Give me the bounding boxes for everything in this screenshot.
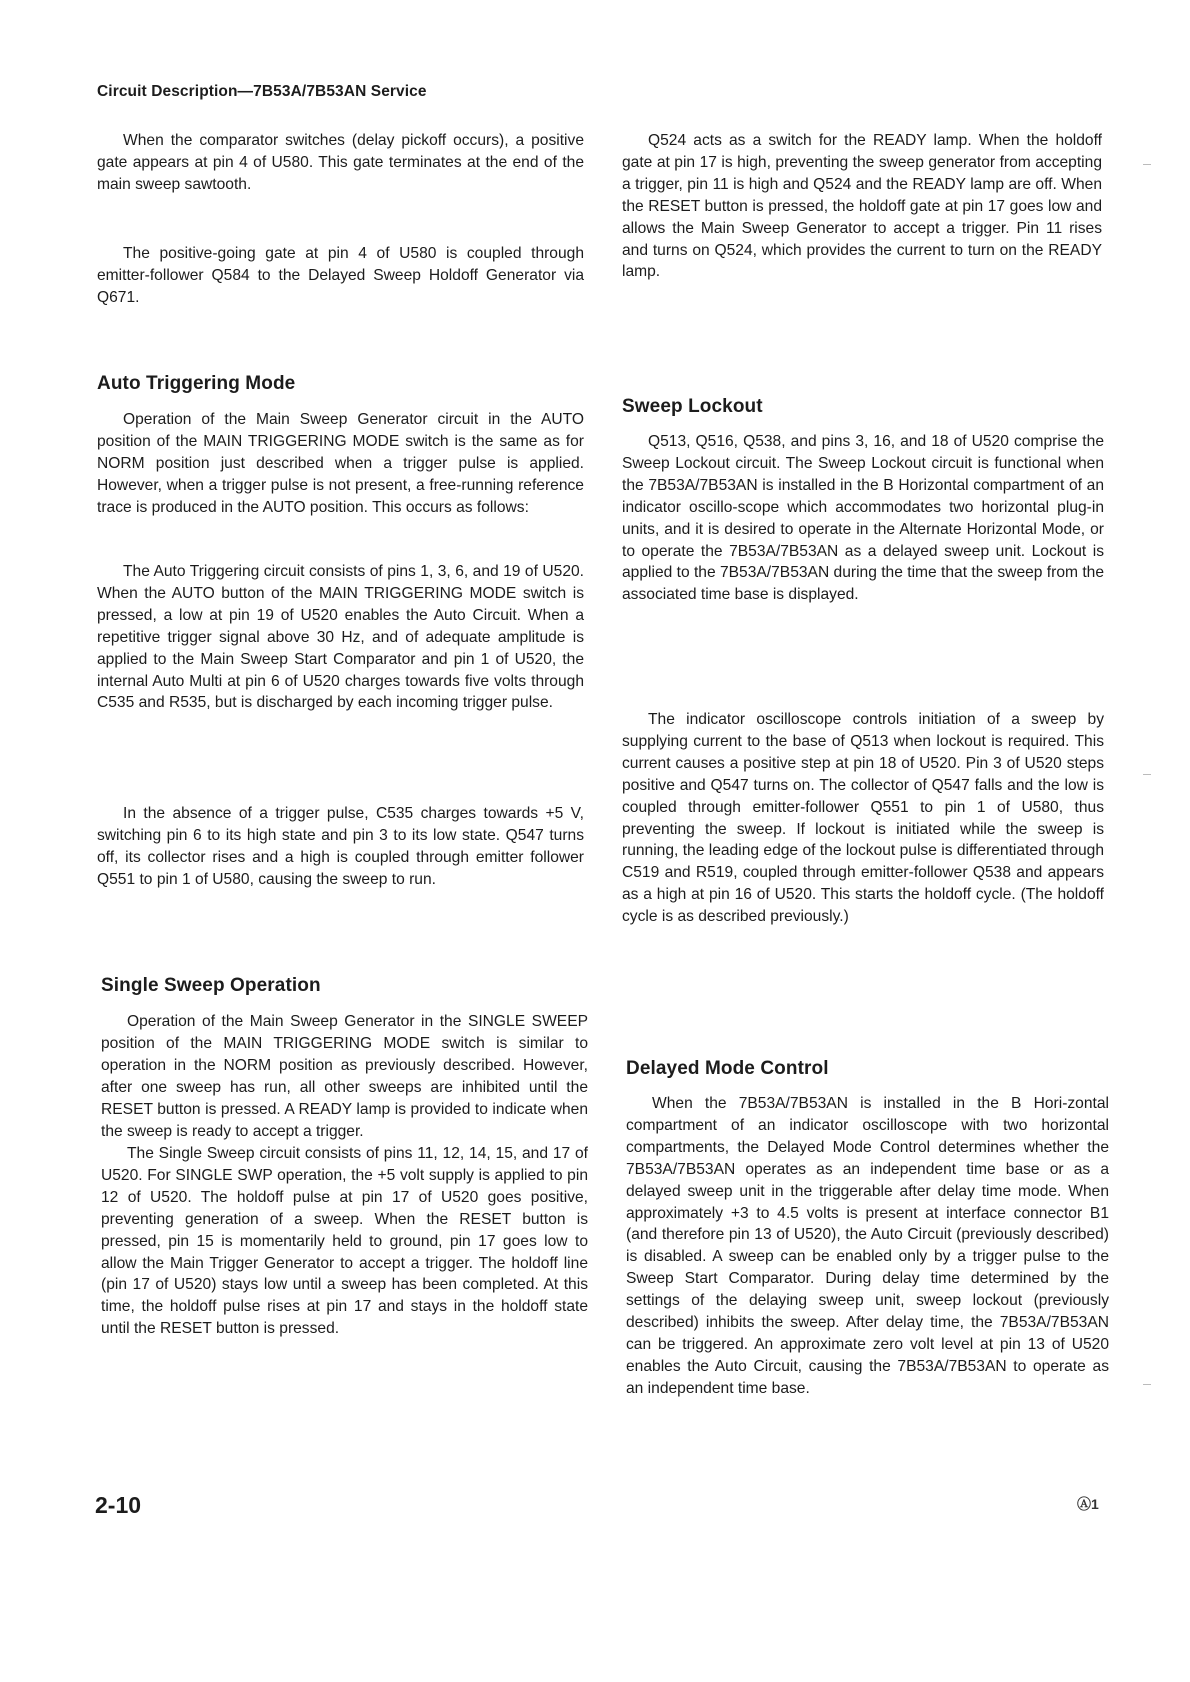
page-number: 2-10 [95,1492,142,1518]
margin-tick [1143,1384,1151,1385]
paragraph-lockout-1: Q513, Q516, Q538, and pins 3, 16, and 18 of U520 comprise the Sweep Lockout circuit. The Sweep Lockout circuit is functional when the 7B53A/7B53AN is installed in the B Horizontal compartment of an indicator oscillo-scope which accommodates two horizontal plug-in units, and it is desired to operate in the Alternate Horizontal Mode, or to operate the 7B53A/7B53AN as a delayed sweep unit. Lockout is applied to the 7B53A/7B53AN during the time that the sweep from the associated time base is displayed. [622,433,1104,604]
paragraph-single-2: The Single Sweep circuit consists of pins 11, 12, 14, 15, and 17 of U520. For SINGLE SWP operation, the +5 volt supply is applied to pin 12 of U520. The holdoff pulse at pin 17 of U520 goes positive, preventing generation of a sweep. When the RESET button is pressed, pin 15 is momentarily held to ground, pin 17 goes low to allow the Main Trigger Generator to accept a trigger. The holdoff line (pin 17 of U520) stays low until a sweep has been completed. At this time, the holdoff pulse rises at pin 17 and stays in the holdoff state until the RESET button is pressed. [101,1145,588,1338]
paragraph-single-1: Operation of the Main Sweep Generator in the SINGLE SWEEP position of the MAIN TRIGGERING MODE switch is similar to operation in the NORM position as previously described. However, after one sweep has run, all other sweeps are inhibited until the RESET button is pressed. A READY lamp is provided to indicate when the sweep is ready to accept a trigger. [101,1013,588,1140]
running-header: Circuit Description—7B53A/7B53AN Service [97,83,427,100]
paragraph-positive-gate: The positive-going gate at pin 4 of U580 is coupled through emitter-follower Q584 to the Delayed Sweep Holdoff Generator via Q671. [97,245,584,306]
paragraph-lockout-2: The indicator oscilloscope controls initiation of a sweep by supplying current to the base of Q513 when lockout is required. This current causes a positive step at pin 18 of U520. Pin 3 of U520 steps positive and Q547 turns on. The collector of Q547 falls and the low is coupled through emitter-follower Q551 to pin 1 of U580, thus preventing the sweep. If lockout is initiated while the sweep is running, the leading edge of the lockout pulse is differentiated through C519 and R519, coupled through emitter-follower Q538 and appears as a high at pin 16 of U520. This starts the holdoff cycle. (The holdoff cycle is as described previously.) [622,711,1104,926]
paragraph-q524: Q524 acts as a switch for the READY lamp. When the holdoff gate at pin 17 is high, preventing the sweep generator from accepting a trigger, pin 11 is high and Q524 and the READY lamp are off. When the RESET button is pressed, the holdoff gate at pin 17 goes low and allows the Main Sweep Generator to accept a trigger. Pin 11 rises and turns on Q524, which provides the current to turn on the READY lamp. [622,132,1102,281]
margin-tick [1143,164,1151,165]
revision-mark: Ⓐ1 [1077,1496,1099,1512]
paragraph-auto-1: Operation of the Main Sweep Generator circuit in the AUTO position of the MAIN TRIGGERING MODE switch is the same as for NORM position just described when a trigger pulse is applied. However, when a trigger pulse is not present, a free-running reference trace is produced in the AUTO position. This occurs as follows: [97,411,584,516]
heading-single-sweep-operation: Single Sweep Operation [101,975,321,996]
heading-sweep-lockout: Sweep Lockout [622,396,763,417]
paragraph-delay-pickoff: When the comparator switches (delay pickoff occurs), a positive gate appears at pin 4 of U580. This gate terminates at the end of the main sweep sawtooth. [97,132,584,193]
paragraph-delayed-mode: When the 7B53A/7B53AN is installed in the B Hori-zontal compartment of an indicator oscilloscope with two horizontal compartments, the Delayed Mode Control determines whether the 7B53A/7B53AN operates as an independent time base or as a delayed sweep unit in the triggerable after delay time mode. When approximately +3 to 4.5 volts is present at interface connector B1 (and therefore pin 13 of U520), the Auto Circuit (previously described) is disabled. A sweep can be enabled only by a trigger pulse to the Sweep Start Comparator. During delay time determined by the settings of the delaying sweep unit, sweep lockout (previously described) inhibits the sweep. After delay time, the 7B53A/7B53AN can be triggered. An approximate zero volt level at pin 13 of U520 enables the Auto Circuit, causing the 7B53A/7B53AN to operate as an independent time base. [626,1095,1109,1397]
margin-tick [1143,774,1151,775]
paragraph-auto-2: The Auto Triggering circuit consists of pins 1, 3, 6, and 19 of U520. When the AUTO button of the MAIN TRIGGERING MODE switch is pressed, a low at pin 19 of U520 enables the Auto Circuit. When a repetitive trigger signal above 30 Hz, and of adequate amplitude is applied to the Main Sweep Start Comparator and pin 1 of U520, the internal Auto Multi at pin 6 of U520 charges towards five volts through C535 and R535, but is discharged by each incoming trigger pulse. [97,563,584,712]
heading-auto-triggering-mode: Auto Triggering Mode [97,373,296,394]
paragraph-auto-3: In the absence of a trigger pulse, C535 charges towards +5 V, switching pin 6 to its high state and pin 3 to its low state. Q547 turns off, its collector rises and a high is coupled through emitter follower Q551 to pin 1 of U580, causing the sweep to run. [97,805,584,888]
heading-delayed-mode-control: Delayed Mode Control [626,1058,829,1079]
